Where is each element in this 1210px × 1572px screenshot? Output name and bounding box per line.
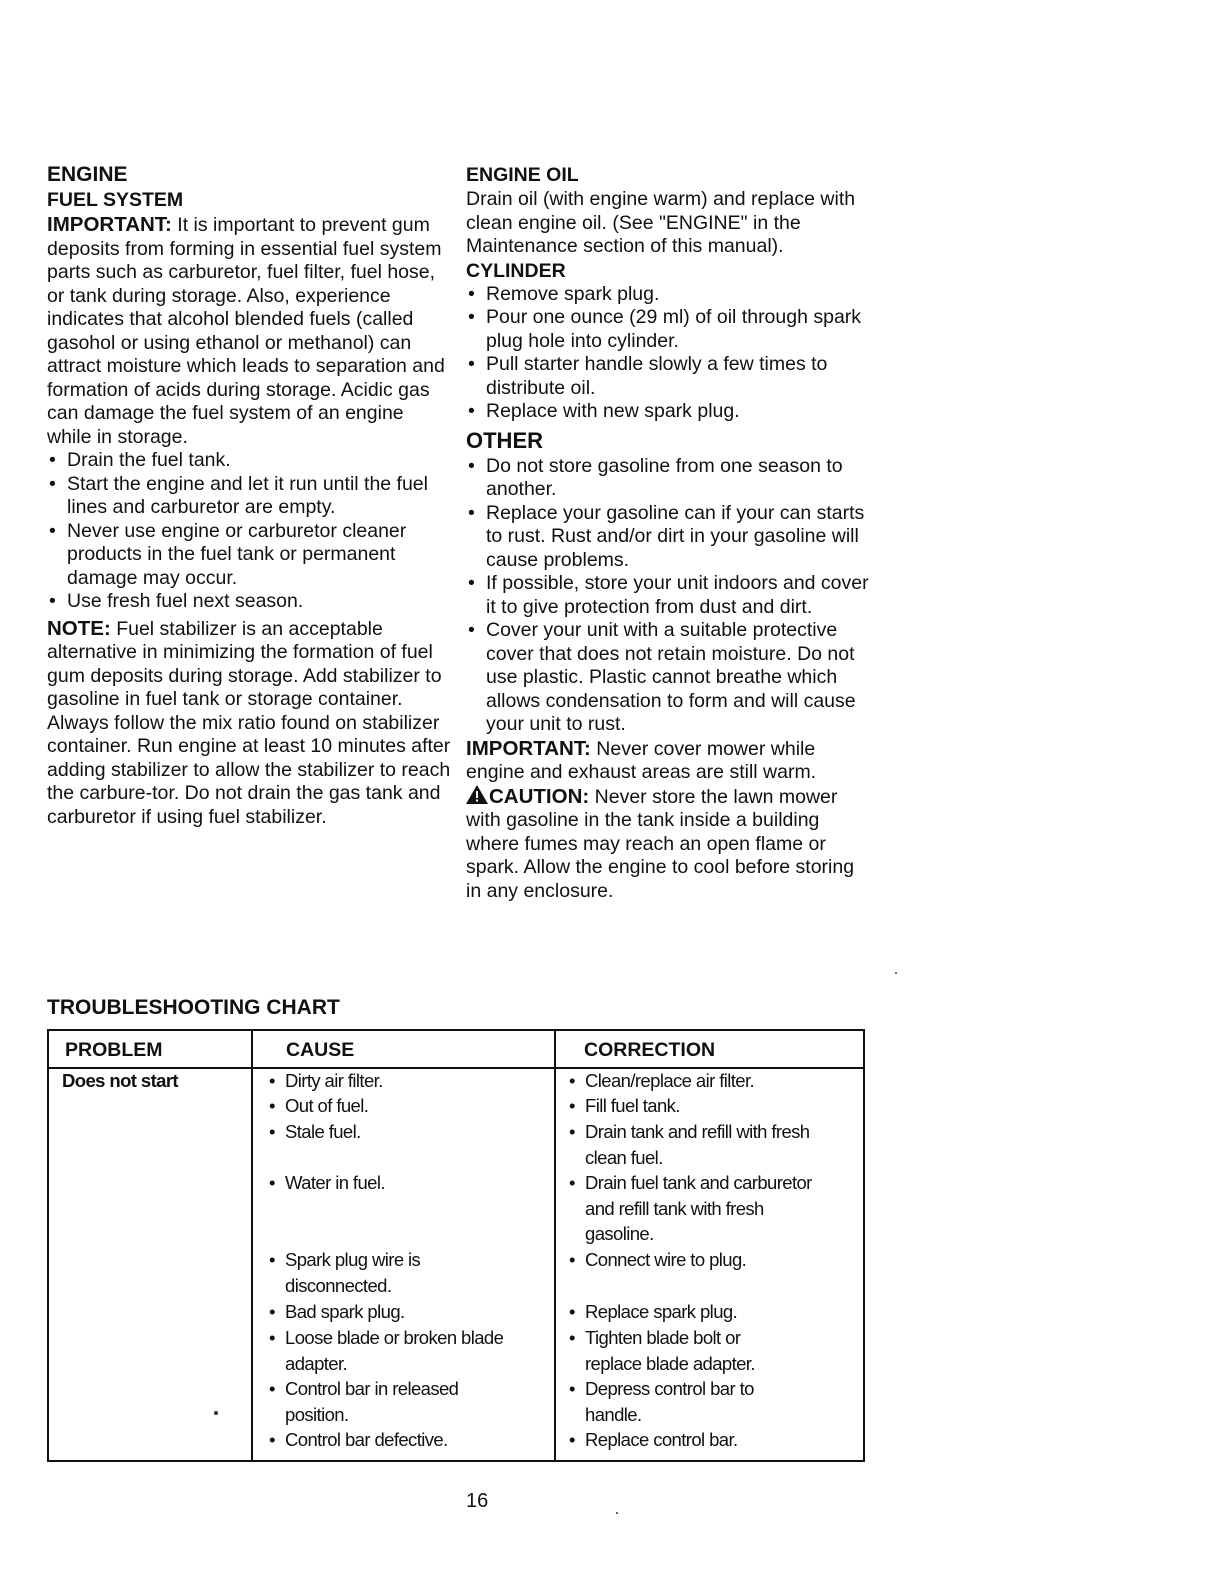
important-warm-paragraph — [466, 737, 871, 785]
important-text: Never cover mower while engine and exhaust areas are still warm. — [466, 737, 817, 783]
list-item: • Never use engine or carburetor cleaner products in the fuel tank or permanent damage may occur. — [47, 520, 452, 591]
fuel-system-heading: FUEL SYSTEM — [47, 189, 184, 211]
cause-cell: • Loose blade or broken blade adapter. — [269, 1325, 565, 1376]
troubleshooting-table — [47, 1029, 865, 1462]
other-heading: OTHER — [466, 427, 543, 453]
engine-oil-paragraph: Drain oil (with engine warm) and replace with clean engine oil. (See "ENGINE" in the Maintenance section of this manual). — [466, 188, 856, 257]
note-paragraph — [47, 617, 452, 830]
engine-oil-heading: ENGINE OIL — [466, 164, 579, 186]
important-label: IMPORTANT: — [466, 736, 591, 760]
list-item: • Pull starter handle slowly a few times to distribute oil. — [466, 353, 871, 400]
important-label: IMPORTANT: — [47, 213, 172, 236]
correction-header: CORRECTION — [584, 1039, 716, 1061]
caution-text: Never store the lawn mower with gasoline in the tank inside a building where fumes may reach an open flame or spark. Allow the engine to cool before storing in any enclosure. — [466, 785, 855, 902]
list-item: • Remove spark plug. — [466, 283, 871, 307]
right-column — [466, 162, 871, 903]
troubleshooting-title: TROUBLESHOOTING CHART — [47, 996, 340, 1019]
fuel-important-paragraph — [47, 213, 452, 449]
list-item: • Use fresh fuel next season. — [47, 590, 452, 614]
correction-cell: • Depress control bar to handle. — [569, 1376, 800, 1427]
cylinder-heading: CYLINDER — [466, 259, 566, 282]
important-text: It is important to prevent gum deposits from forming in essential fuel system parts such as carburetor, fuel filter, fuel hose, or tank during storage. Also, experience indicates that alcohol blended fuels (called gasohol or using ethanol or methanol) can attract moisture which leads to separation and formation of acids during storage. Acidic gas can damage the fuel system of an engine while in storage. — [47, 214, 445, 448]
cause-cell: • Spark plug wire is disconnected. — [269, 1247, 485, 1298]
list-item: • Drain the fuel tank. — [47, 449, 452, 473]
list-item: • Replace your gasoline can if your can starts to rust. Rust and/or dirt in your gasoline will cause problems. — [466, 502, 871, 573]
other-bullet-list — [466, 455, 871, 737]
note-text: Fuel stabilizer is an acceptable alternative in minimizing the formation of fuel gum deposits during storage. Add stabilizer to gasoline in fuel tank or storage container. Always follow the mix ratio found on stabilizer container. Run engine at least 10 minutes after adding stabilizer to allow the stabilizer to reach the carbure-tor. Do not drain the gas tank and carburetor if using fuel stabilizer. — [47, 617, 451, 828]
column-divider — [251, 1031, 253, 1460]
cause-cell: • Bad spark plug. — [269, 1299, 555, 1325]
list-item: • Start the engine and let it run until the fuel lines and carburetor are empty. — [47, 473, 452, 520]
cause-cell: • Dirty air filter. — [269, 1068, 555, 1094]
correction-cell: • Drain fuel tank and carburetor and refill tank with fresh gasoline. — [569, 1170, 815, 1247]
cause-cell: • Control bar defective. — [269, 1427, 555, 1453]
scan-speck — [895, 972, 897, 974]
list-item: • Cover your unit with a suitable protective cover that does not retain moisture. Do not use plastic. Plastic cannot breathe which allows condensation to form and will cause your unit to rust. — [466, 619, 871, 737]
warning-triangle-icon — [466, 785, 488, 804]
cause-cell: • Out of fuel. — [269, 1093, 555, 1119]
caution-paragraph — [466, 785, 871, 904]
correction-cell: • Fill fuel tank. — [569, 1093, 870, 1119]
page-number: 16 — [466, 1490, 489, 1512]
caution-label: CAUTION: — [489, 784, 590, 808]
list-item: • Replace with new spark plug. — [466, 400, 871, 424]
correction-cell: • Drain tank and refill with fresh clean fuel. — [569, 1119, 815, 1170]
cause-cell: • Water in fuel. — [269, 1170, 555, 1196]
correction-cell: • Tighten blade bolt or replace blade adapter. — [569, 1325, 790, 1376]
list-item: • Pour one ounce (29 ml) of oil through spark plug hole into cylinder. — [466, 306, 871, 353]
scan-speck — [616, 1512, 618, 1514]
engine-heading: ENGINE — [47, 163, 128, 186]
correction-cell: • Replace control bar. — [569, 1427, 870, 1453]
list-item: • Do not store gasoline from one season to another. — [466, 455, 871, 502]
cause-cell: • Control bar in released position. — [269, 1376, 525, 1427]
cylinder-bullet-list — [466, 283, 871, 424]
problem-cell: Does not start — [62, 1070, 178, 1091]
left-column — [47, 162, 452, 829]
cause-cell: • Stale fuel. — [269, 1119, 555, 1145]
cause-header: CAUSE — [286, 1039, 355, 1061]
correction-cell: • Clean/replace air filter. — [569, 1068, 870, 1094]
list-item: • If possible, store your unit indoors and cover it to give protection from dust and dirt. — [466, 572, 871, 619]
correction-cell: • Connect wire to plug. — [569, 1247, 870, 1273]
note-label: NOTE: — [47, 616, 111, 640]
scan-speck — [214, 1411, 218, 1415]
fuel-bullet-list — [47, 449, 452, 614]
correction-cell: • Replace spark plug. — [569, 1299, 870, 1325]
problem-header: PROBLEM — [65, 1039, 163, 1061]
